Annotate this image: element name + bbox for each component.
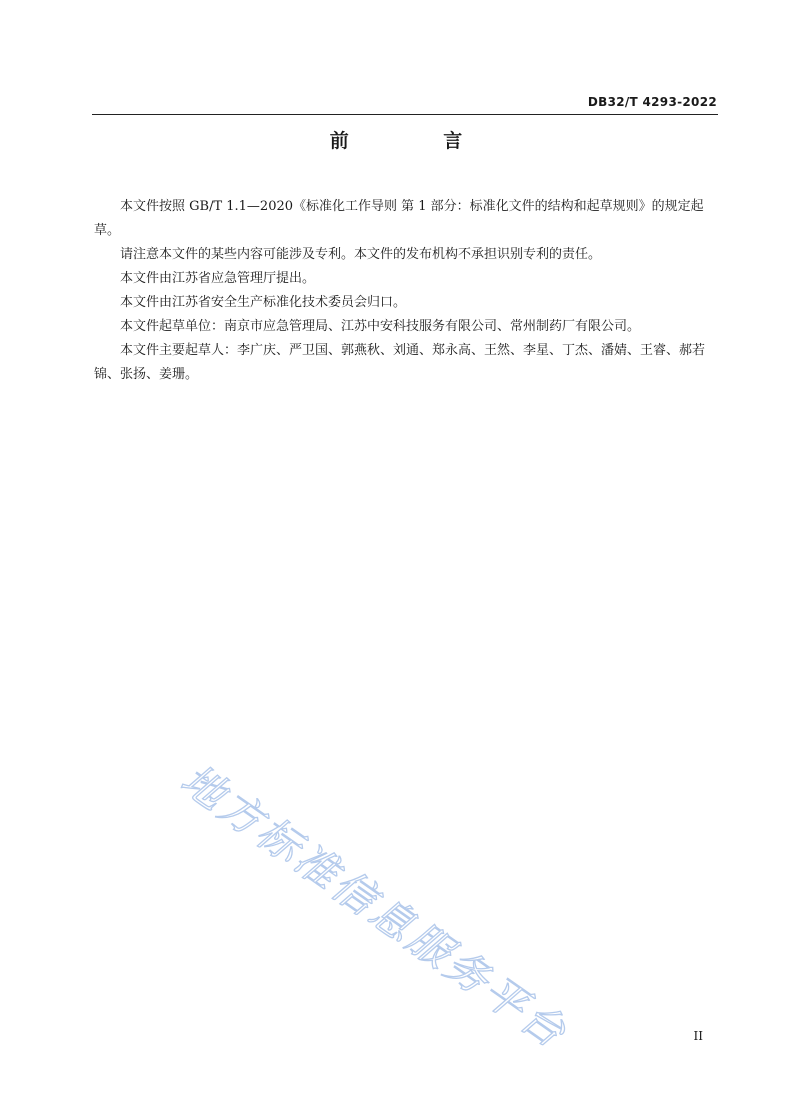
page-title: 前 言	[329, 130, 507, 152]
paragraph-centralized-by: 本文件由江苏省安全生产标准化技术委员会归口。	[120, 295, 407, 310]
paragraph-drafters: 本文件主要起草人：李广庆、严卫国、郭燕秋、刘通、郑永高、王然、李星、丁杰、潘婧、王睿、郝若锦、张扬、姜珊。	[94, 343, 706, 382]
paragraph-drafting-units: 本文件起草单位：南京市应急管理局、江苏中安科技服务有限公司、常州制药厂有限公司。	[120, 319, 641, 334]
standard-code: DB32/T 4293-2022	[587, 95, 717, 109]
page-number: II	[693, 1029, 703, 1043]
foreword-body	[94, 195, 718, 387]
paragraph-proposer: 本文件由江苏省应急管理厅提出。	[120, 271, 316, 286]
header-divider	[92, 114, 718, 115]
paragraph-drafting-rules: 本文件按照 GB/T 1.1—2020《标准化工作导则 第 1 部分：标准化文件的结构和起草规则》的规定起草。	[94, 199, 704, 238]
paragraph-patent-notice: 请注意本文件的某些内容可能涉及专利。本文件的发布机构不承担识别专利的责任。	[120, 247, 602, 262]
watermark: 地方标准信息服务平台	[172, 754, 578, 1059]
